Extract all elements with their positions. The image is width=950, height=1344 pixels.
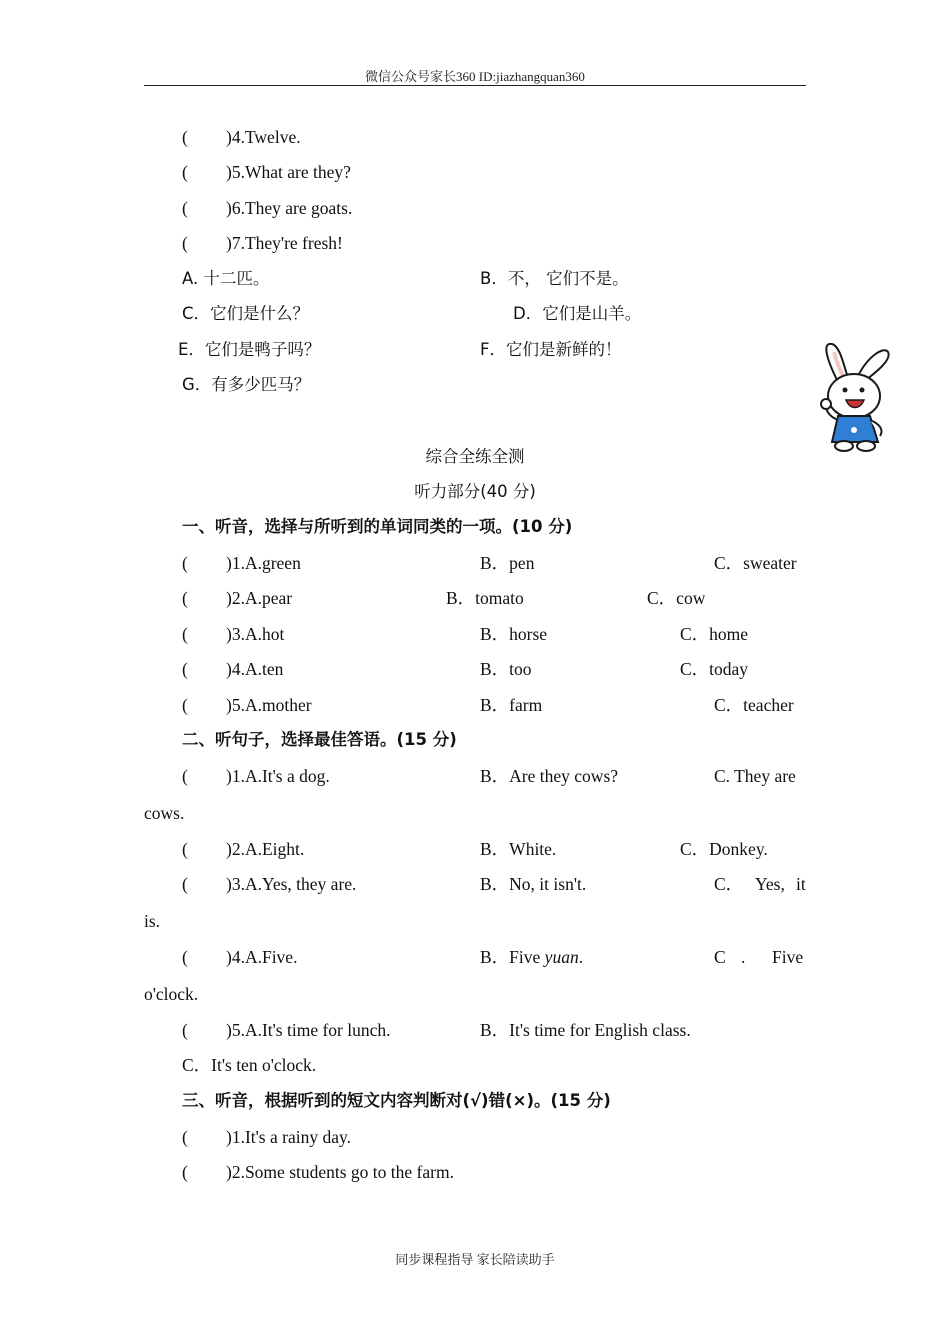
s2-question-4: [182, 946, 297, 968]
question-text: )7.They're fresh!: [226, 233, 343, 253]
choice-a: )3.A.hot: [226, 624, 285, 644]
prev-question-4: [182, 126, 301, 148]
s2-q2-choice-c: C．Donkey.: [680, 839, 768, 859]
s2-question-1: [182, 765, 330, 787]
s3-question-2: [182, 1161, 454, 1183]
s2-q1-choice-c: C. They are: [714, 766, 796, 786]
choice-a: )3.A.Yes, they are.: [226, 874, 357, 894]
s2-q4-choice-c-letter: C: [714, 947, 726, 967]
choice-a: )5.A.mother: [226, 695, 312, 715]
s1-q5-choice-c: C．teacher: [714, 695, 794, 715]
section-1-heading: 一、听音，选择与所听到的单词同类的一项。(10 分): [182, 517, 573, 536]
prev-question-6: [182, 197, 352, 219]
option-c: C．它们是什么？: [182, 304, 310, 323]
question-text: )4.Twelve.: [226, 127, 301, 147]
choice-b-period: .: [578, 947, 584, 967]
choice-a: )4.A.ten: [226, 659, 284, 679]
prev-question-5: [182, 161, 351, 183]
s1-q4-choice-b: B．too: [480, 659, 532, 679]
s2-q4-choice-c-word: Five: [772, 947, 804, 967]
answer-bracket: (: [182, 233, 188, 253]
s2-q2-choice-b: B．White.: [480, 839, 557, 859]
section-2-heading: 二、听句子，选择最佳答语。(15 分): [182, 730, 457, 749]
s2-q3-choice-c-word1: Yes,: [755, 874, 785, 894]
s2-question-5: [182, 1019, 391, 1041]
s1-question-2: [182, 587, 292, 609]
answer-bracket: (: [182, 162, 188, 182]
s2-q4-wrap: o'clock.: [144, 984, 199, 1004]
choice-a: )4.A.Five.: [226, 947, 298, 967]
choice-b-italic: yuan: [544, 947, 579, 967]
s1-question-3: [182, 623, 284, 645]
s2-q1-choice-b: B．Are they cows?: [480, 766, 619, 786]
s2-q3-choice-b: B．No, it isn't.: [480, 874, 587, 894]
question-text: )6.They are goats.: [226, 198, 353, 218]
option-b: B．不， 它们不是。: [480, 269, 629, 288]
section-3-heading: 三、听音，根据听到的短文内容判断对(√)错(×)。(15 分): [182, 1091, 611, 1110]
s2-q1-wrap: cows.: [144, 803, 185, 823]
option-g: G．有多少匹马？: [182, 375, 311, 394]
choice-a: )2.A.pear: [226, 588, 293, 608]
answer-bracket: (: [182, 127, 188, 147]
s1-q3-choice-b: B．horse: [480, 624, 548, 644]
answer-bracket: (: [182, 1020, 188, 1040]
answer-bracket: (: [182, 553, 188, 573]
option-f: F．它们是新鲜的！: [480, 340, 622, 359]
listening-subtitle: 听力部分(40 分): [414, 482, 536, 501]
s2-q3-choice-c-word2: it: [796, 874, 806, 894]
answer-bracket: (: [182, 695, 188, 715]
s1-q1-choice-c: C．sweater: [714, 553, 797, 573]
s3-question-1: [182, 1126, 351, 1148]
answer-bracket: (: [182, 659, 188, 679]
option-e: E．它们是鸭子吗？: [178, 340, 321, 359]
question-text: )5.What are they?: [226, 162, 351, 182]
s1-question-5: [182, 694, 312, 716]
answer-bracket: (: [182, 624, 188, 644]
answer-bracket: (: [182, 947, 188, 967]
s1-q4-choice-c: C．today: [680, 659, 749, 679]
question-text: )2.Some students go to the farm.: [226, 1162, 454, 1182]
s1-q3-choice-c: C．home: [680, 624, 749, 644]
page-header: 微信公众号家长360 ID:jiazhangquan360: [365, 69, 585, 84]
s1-question-1: [182, 552, 301, 574]
choice-a: )2.A.Eight.: [226, 839, 305, 859]
test-title: 综合全练全测: [425, 447, 525, 466]
s1-question-4: [182, 658, 283, 680]
s1-q2-choice-b: B．tomato: [446, 588, 524, 608]
answer-bracket: (: [182, 874, 188, 894]
answer-bracket: (: [182, 198, 188, 218]
s2-question-3: [182, 873, 356, 895]
choice-a: )1.A.green: [226, 553, 301, 573]
s2-q4-choice-b: [480, 946, 583, 968]
s1-q5-choice-b: B．farm: [480, 695, 543, 715]
s2-q3-choice-c-letter: C．: [714, 874, 744, 894]
answer-bracket: (: [182, 766, 188, 786]
s2-q4-choice-c-dot: .: [741, 947, 746, 967]
s2-q3-wrap: is.: [144, 911, 161, 931]
prev-question-7: [182, 232, 343, 254]
question-text: )1.It's a rainy day.: [226, 1127, 351, 1147]
answer-bracket: (: [182, 1127, 188, 1147]
choice-b-text: B．Five: [480, 947, 545, 967]
answer-bracket: (: [182, 839, 188, 859]
s2-question-2: [182, 838, 304, 860]
answer-bracket: (: [182, 1162, 188, 1182]
choice-a: )1.A.It's a dog.: [226, 766, 330, 786]
page-footer: 同步课程指导 家长陪读助手: [395, 1252, 555, 1267]
choice-a: )5.A.It's time for lunch.: [226, 1020, 391, 1040]
s2-q5-choice-c: C．It's ten o'clock.: [182, 1055, 317, 1075]
header-rule: [144, 85, 806, 86]
option-d: D．它们是山羊。: [513, 304, 642, 323]
bunny-mascot-icon: [808, 338, 902, 454]
s1-q1-choice-b: B．pen: [480, 553, 535, 573]
answer-bracket: (: [182, 588, 188, 608]
s2-q5-choice-b: B．It's time for English class.: [480, 1020, 691, 1040]
s1-q2-choice-c: C．cow: [647, 588, 706, 608]
option-a: A. 十二匹。: [182, 269, 270, 288]
